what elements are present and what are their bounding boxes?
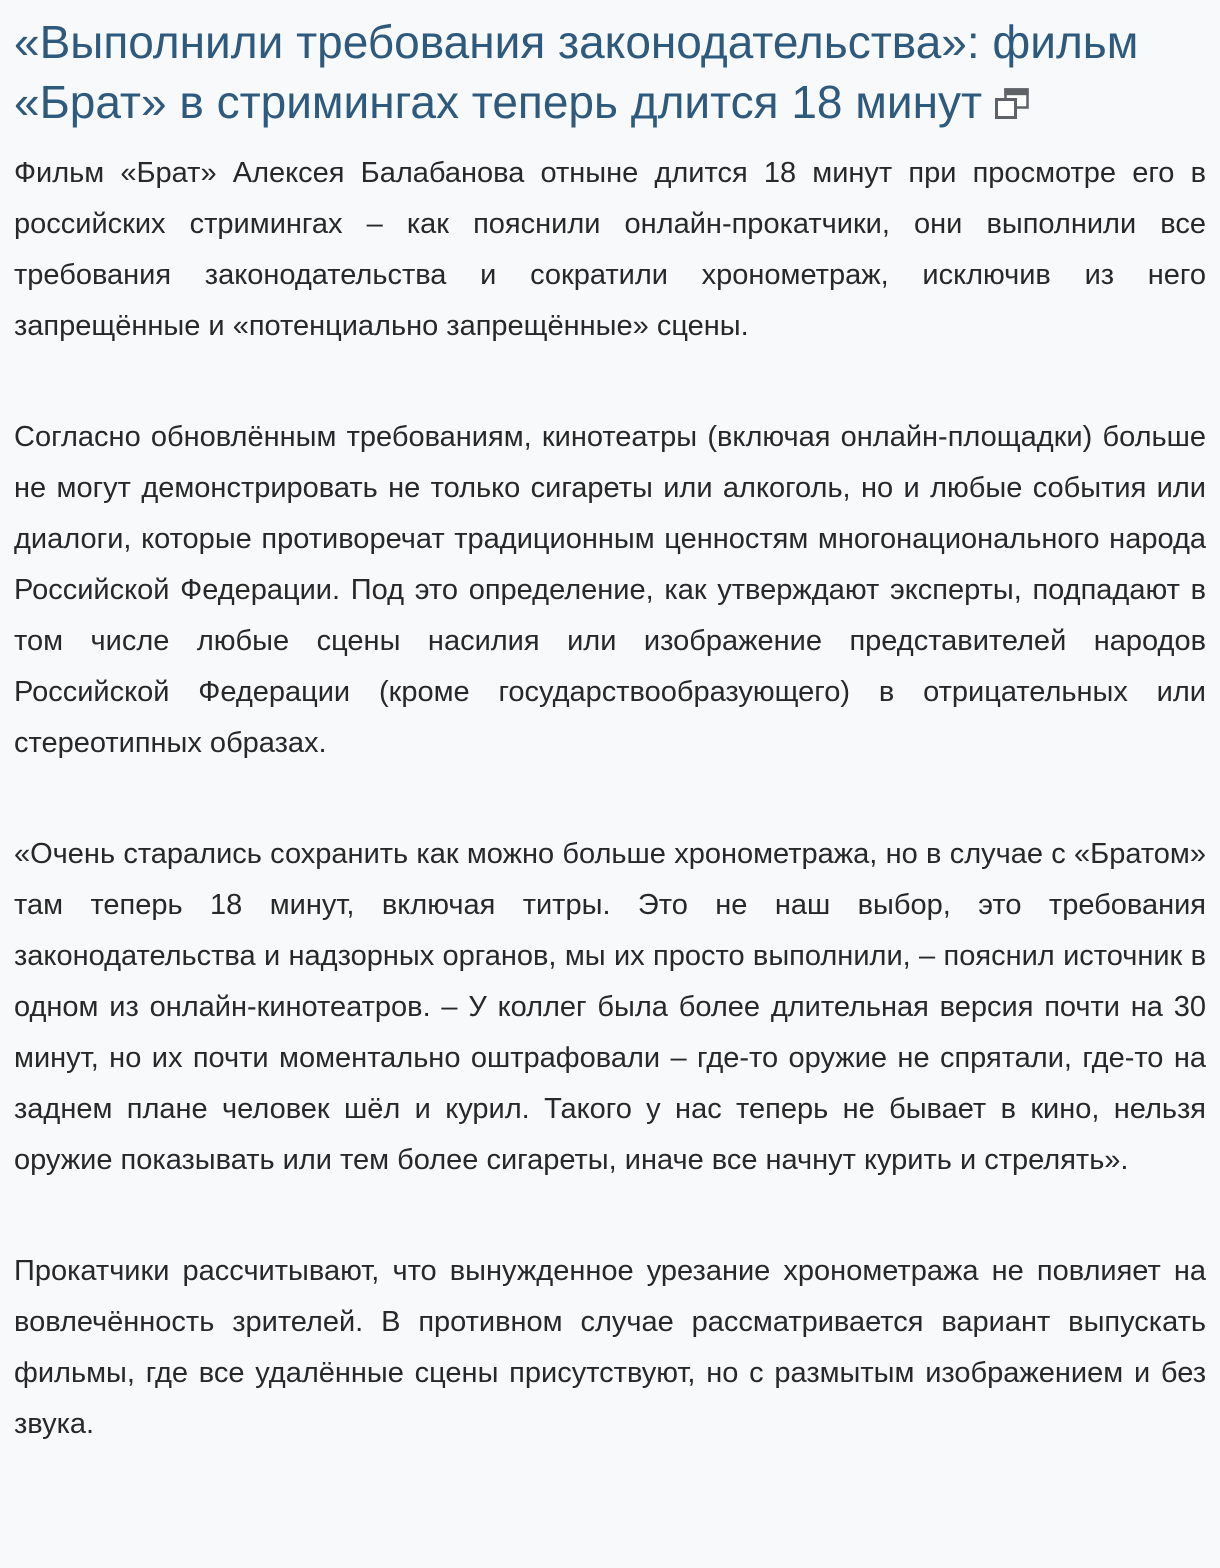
- article-title-text: «Выполнили требования законодательства»: фильм «Брат» в стримингах теперь длится 18 минут: [14, 16, 1139, 128]
- article-title: [14, 12, 1206, 132]
- article-paragraph: Согласно обновлённым требованиям, кинотеатры (включая онлайн-площадки) больше не могут демонстрировать не только сигареты или алкоголь, но и любые события или диалоги, которые противоречат традиционным ценностям многонационального народа Российской Федерации. Под это определение, как утверждают эксперты, подпадают в том числе любые сцены насилия или изображение представителей народов Российской Федерации (кроме государствообразующего) в отрицательных или стереотипных образах.: [14, 421, 1206, 759]
- article-paragraph: Прокатчики рассчитывают, что вынужденное урезание хронометража не повлияет на вовлечённость зрителей. В противном случае рассматривается вариант выпускать фильмы, где все удалённые сцены присутствуют, но с размытым изображением и без звука.: [14, 1255, 1206, 1440]
- article-body: [14, 148, 1206, 1450]
- article-paragraph: Фильм «Брат» Алексея Балабанова отныне длится 18 минут при просмотре его в российских стримингах – как пояснили онлайн-прокатчики, они выполнили все требования законодательства и сократили хронометраж, исключив из него запрещённые и «потенциально запрещённые» сцены.: [14, 157, 1206, 342]
- article-paragraph: «Очень старались сохранить как можно больше хронометража, но в случае с «Братом» там теперь 18 минут, включая титры. Это не наш выбор, это требования законодательства и надзорных органов, мы их просто выполнили, – пояснил источник в одном из онлайн-кинотеатров. – У коллег была более длительная версия почти на 30 минут, но их почти моментально оштрафовали – где-то оружие не спрятали, где-то на заднем плане человек шёл и курил. Такого у нас теперь не бывает в кино, нельзя оружие показывать или тем более сигареты, иначе все начнут курить и стрелять».: [14, 838, 1206, 1176]
- open-original-window-icon[interactable]: [994, 87, 1030, 120]
